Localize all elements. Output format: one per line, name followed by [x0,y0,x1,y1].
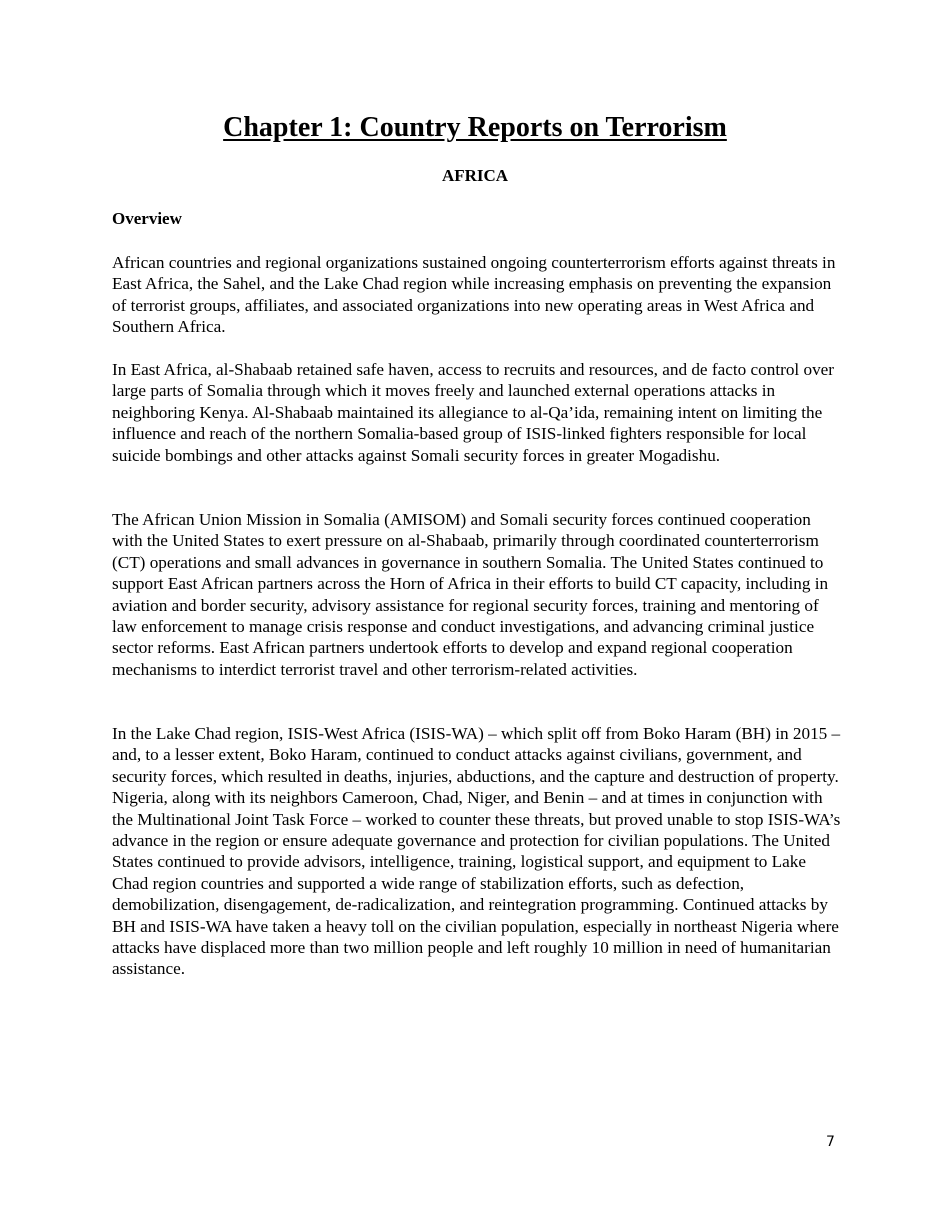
paragraph-east-africa: In East Africa, al-Shabaab retained safe haven, access to recruits and resources, and de facto control over large parts of Somalia through which it moves freely and launched external operations attacks in neighboring Kenya. Al-Shabaab maintained its allegiance to al-Qa’ida, remaining intent on limiting the influence and reach of the northern Somalia-based group of ISIS-linked fighters responsible for local suicide bombings and other attacks against Somali security forces in greater Mogadishu. [112,360,835,465]
paragraph-amisom: The African Union Mission in Somalia (AMISOM) and Somali security forces continued cooperation with the United States to exert pressure on al-Shabaab, primarily through coordinated counterterrorism (CT) operations and small advances in governance in southern Somalia. The United States continued to support East African partners across the Horn of Africa in their efforts to build CT capacity, including in aviation and border security, advisory assistance for regional security forces, training and mentoring of law enforcement to manage crisis response and conduct investigations, and advancing criminal justice sector reforms. East African partners undertook efforts to develop and expand regional cooperation mechanisms to interdict terrorist travel and other terrorism-related activities. [112,510,829,679]
chapter-title: Chapter 1: Country Reports on Terrorism [223,112,727,143]
section-heading: Overview [112,209,182,228]
page-number: 7 [826,1134,835,1150]
paragraph-lake-chad: In the Lake Chad region, ISIS-West Africa (ISIS-WA) – which split off from Boko Haram (BH) in 2015 – and, to a lesser extent, Boko Haram, continued to conduct attacks against civilians, government, and security forces, which resulted in deaths, injuries, abductions, and the capture and destruction of property. Nigeria, along with its neighbors Cameroon, Chad, Niger, and Benin – and at times in conjunction with the Multinational Joint Task Force – worked to counter these threats, but proved unable to stop ISIS-WA’s advance in the region or ensure adequate governance and protection for civilian populations. The United States continued to provide advisors, intelligence, training, logistical support, and equipment to Lake Chad region countries and supported a wide range of stabilization efforts, such as defection, demobilization, disengagement, de-radicalization, and reintegration programming. Continued attacks by BH and ISIS-WA have taken a heavy toll on the civilian population, especially in northeast Nigeria where attacks have displaced more than two million people and left roughly 10 million in need of humanitarian assistance. [112,724,841,979]
region-heading: AFRICA [441,166,509,185]
paragraph-intro: African countries and regional organizations sustained ongoing counterterrorism efforts against threats in East Africa, the Sahel, and the Lake Chad region while increasing emphasis on preventing the expansion of terrorist groups, affiliates, and associated organizations into new operating areas in West Africa and Southern Africa. [112,253,836,337]
